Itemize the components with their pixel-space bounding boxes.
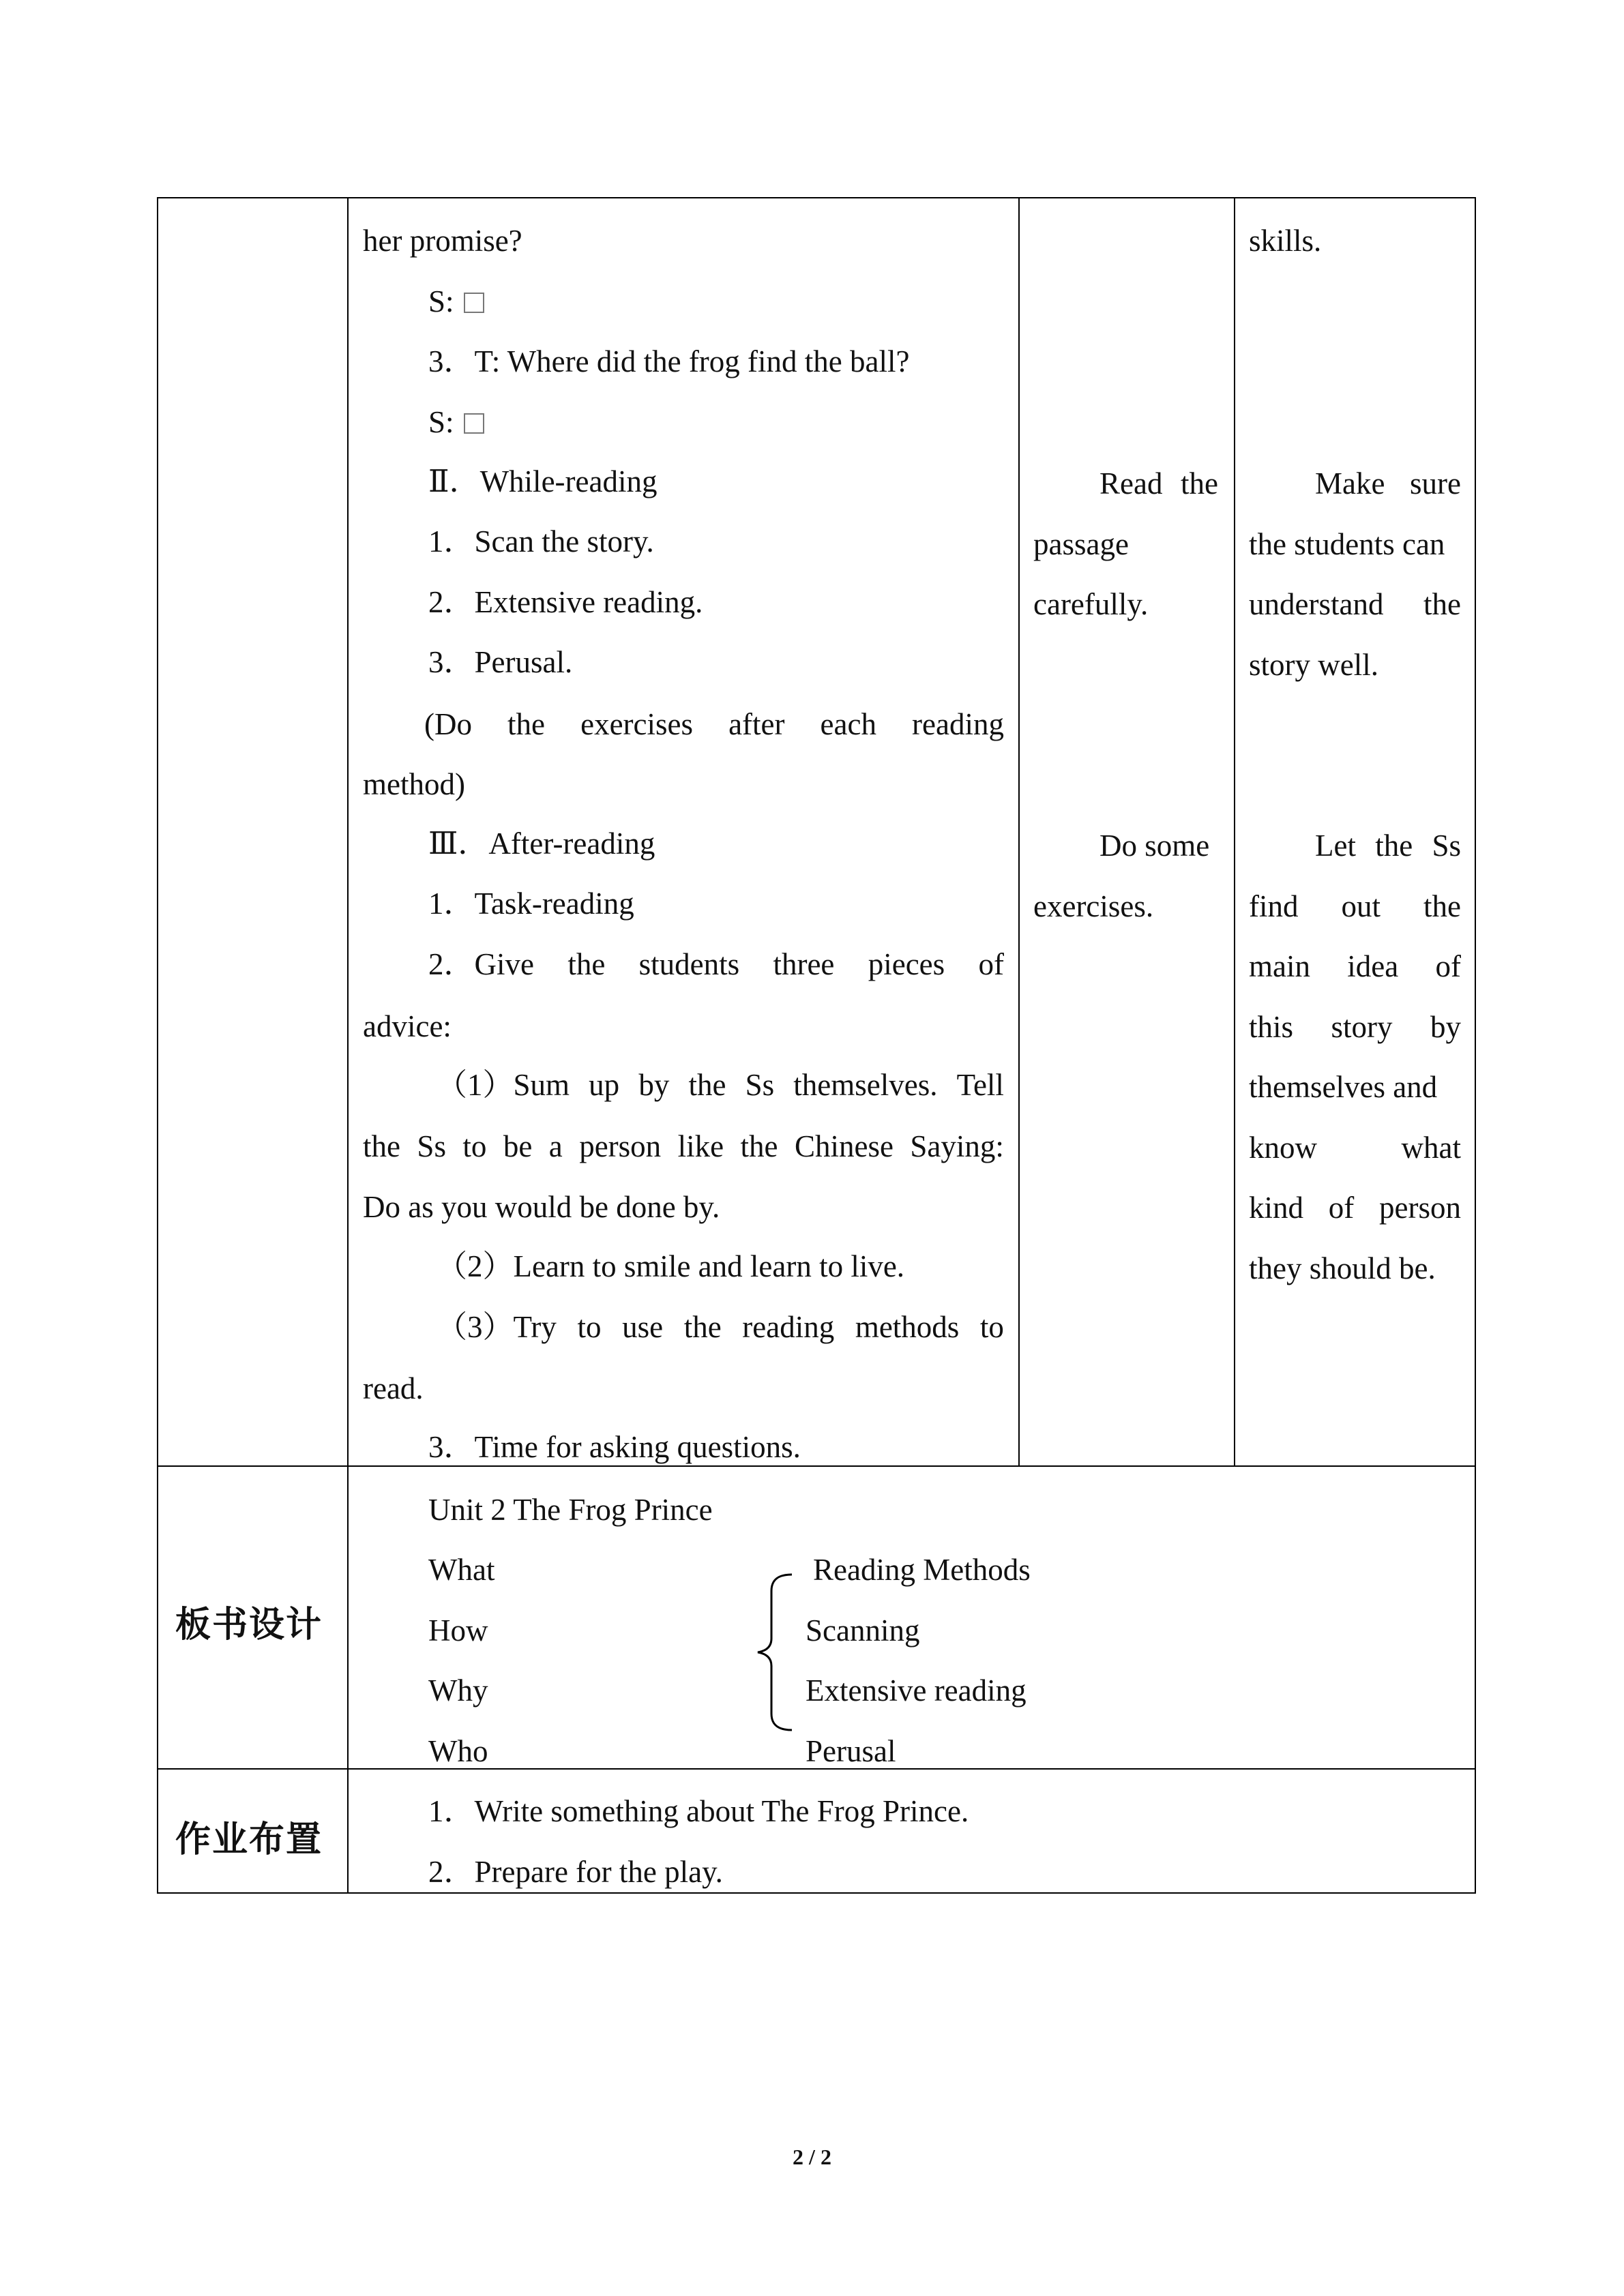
procedure-line: method) — [363, 767, 465, 801]
word: three — [773, 947, 835, 981]
page-number: 2 / 2 — [793, 2145, 831, 2169]
word: the — [1375, 829, 1413, 863]
word: pieces — [868, 947, 945, 981]
purpose-line — [1315, 816, 1461, 876]
word: to — [979, 1310, 1004, 1344]
word: know — [1249, 1131, 1317, 1165]
word: the — [683, 1310, 722, 1344]
blackboard-design-label: 板书设计 — [175, 1605, 323, 1645]
student-activity-line — [1099, 453, 1218, 513]
word: the — [1423, 889, 1461, 923]
word: out — [1341, 889, 1381, 923]
word: this — [1249, 1010, 1294, 1044]
procedure-line — [424, 694, 1004, 754]
purpose-line: skills. — [1249, 224, 1322, 258]
procedure-line: advice: — [363, 1009, 452, 1043]
blackboard-left-word: What — [428, 1553, 495, 1587]
purpose-line: themselves and — [1249, 1070, 1438, 1104]
word: Tell — [956, 1068, 1004, 1102]
word: （1）Sum — [437, 1068, 570, 1102]
purpose-line — [1249, 997, 1461, 1057]
word: person — [1379, 1191, 1461, 1225]
word: Ss — [417, 1129, 446, 1163]
col-divider-1 — [347, 197, 349, 1894]
purpose-line — [1249, 1178, 1461, 1238]
procedure-line: 2．Extensive reading. — [428, 585, 703, 619]
col-divider-2 — [1018, 197, 1020, 1465]
col-divider-3 — [1234, 197, 1235, 1465]
student-answer-line — [428, 271, 484, 331]
row-divider-1 — [157, 1465, 1476, 1467]
word: main — [1249, 949, 1310, 983]
word: （3）Try — [437, 1310, 557, 1344]
purpose-line — [1249, 574, 1461, 634]
procedure-line: 1．Scan the story. — [428, 524, 654, 558]
word: idea — [1347, 949, 1399, 983]
word: reading — [912, 707, 1004, 741]
purpose-line: story well. — [1249, 648, 1378, 682]
procedure-line: Do as you would be done by. — [363, 1190, 720, 1224]
procedure-line: 3．Time for asking questions. — [428, 1430, 801, 1464]
word: Make — [1315, 466, 1385, 501]
procedure-line: 3．T: Where did the frog find the ball? — [428, 344, 910, 378]
word: exercises — [580, 707, 693, 741]
word: up — [589, 1068, 620, 1102]
procedure-line: 3．Perusal. — [428, 645, 573, 679]
word: Let — [1315, 829, 1356, 863]
word: themselves. — [793, 1068, 938, 1102]
word: the — [363, 1129, 400, 1163]
homework-item: 1．Write something about The Frog Prince. — [428, 1794, 969, 1828]
purpose-line: the students can — [1249, 527, 1445, 561]
purpose-line — [1249, 876, 1461, 936]
student-activity-line: carefully. — [1033, 587, 1149, 621]
word: methods — [855, 1310, 960, 1344]
word: kind — [1249, 1191, 1304, 1225]
blackboard-right-word: Reading Methods — [813, 1553, 1031, 1587]
procedure-line: S: — [428, 284, 454, 318]
word: (Do — [424, 707, 472, 741]
procedure-line — [428, 934, 1004, 994]
procedure-heading: Ⅱ．While-reading — [428, 464, 658, 498]
word: the — [688, 1068, 726, 1102]
purpose-line — [1249, 936, 1461, 996]
word: the — [507, 707, 546, 741]
procedure-line — [437, 1055, 1004, 1115]
blackboard-title: Unit 2 The Frog Prince — [428, 1493, 713, 1527]
word: find — [1249, 889, 1299, 923]
word: to — [462, 1129, 487, 1163]
word: use — [622, 1310, 664, 1344]
word: understand — [1249, 587, 1384, 621]
homework-label: 作业布置 — [175, 1819, 323, 1860]
homework-item: 2．Prepare for the play. — [428, 1855, 723, 1889]
word: by — [638, 1068, 670, 1102]
word: the — [740, 1129, 778, 1163]
purpose-line: they should be. — [1249, 1251, 1436, 1285]
procedure-line: S: — [428, 405, 454, 439]
missing-glyph-box — [464, 293, 484, 313]
word: by — [1430, 1010, 1461, 1044]
procedure-line — [437, 1297, 1004, 1357]
blackboard-left-word: How — [428, 1613, 488, 1648]
word: be — [503, 1129, 533, 1163]
blackboard-right-word: Extensive reading — [806, 1673, 1027, 1708]
procedure-line: her promise? — [363, 224, 522, 258]
word: a — [548, 1129, 563, 1163]
word: students — [638, 947, 740, 981]
word: Ss — [1432, 829, 1461, 863]
blackboard-right-word: Perusal — [806, 1734, 896, 1768]
word: story — [1331, 1010, 1393, 1044]
word: Read — [1099, 466, 1163, 501]
word: of — [978, 947, 1004, 981]
word: like — [677, 1129, 724, 1163]
word: 2．Give — [428, 947, 534, 981]
procedure-line: 1．Task-reading — [428, 886, 634, 921]
word: the — [1423, 587, 1461, 621]
word: each — [820, 707, 876, 741]
procedure-heading: Ⅲ．After-reading — [428, 826, 655, 861]
purpose-line — [1249, 1118, 1461, 1178]
word: sure — [1410, 466, 1461, 501]
word: after — [728, 707, 785, 741]
student-activity-line: passage — [1033, 527, 1129, 561]
curly-brace — [754, 1570, 795, 1734]
word: of — [1328, 1191, 1355, 1225]
word: Ss — [745, 1068, 775, 1102]
purpose-line — [1315, 453, 1461, 513]
blackboard-right-word: Scanning — [806, 1613, 920, 1648]
word: to — [577, 1310, 602, 1344]
word: reading — [742, 1310, 835, 1344]
procedure-line: （2）Learn to smile and learn to live. — [437, 1249, 905, 1283]
procedure-line — [363, 1116, 1004, 1176]
student-answer-line — [428, 392, 484, 452]
missing-glyph-box — [464, 413, 484, 434]
word: person — [579, 1129, 662, 1163]
blackboard-left-word: Why — [428, 1673, 488, 1708]
student-activity-line: Do some — [1099, 829, 1210, 863]
word: Chinese — [794, 1129, 894, 1163]
word: the — [567, 947, 606, 981]
student-activity-line: exercises. — [1033, 889, 1154, 923]
word: what — [1401, 1131, 1461, 1165]
word: of — [1435, 949, 1461, 983]
procedure-line: read. — [363, 1371, 424, 1405]
word: the — [1181, 466, 1218, 501]
blackboard-left-word: Who — [428, 1734, 488, 1768]
word: Saying: — [910, 1129, 1004, 1163]
